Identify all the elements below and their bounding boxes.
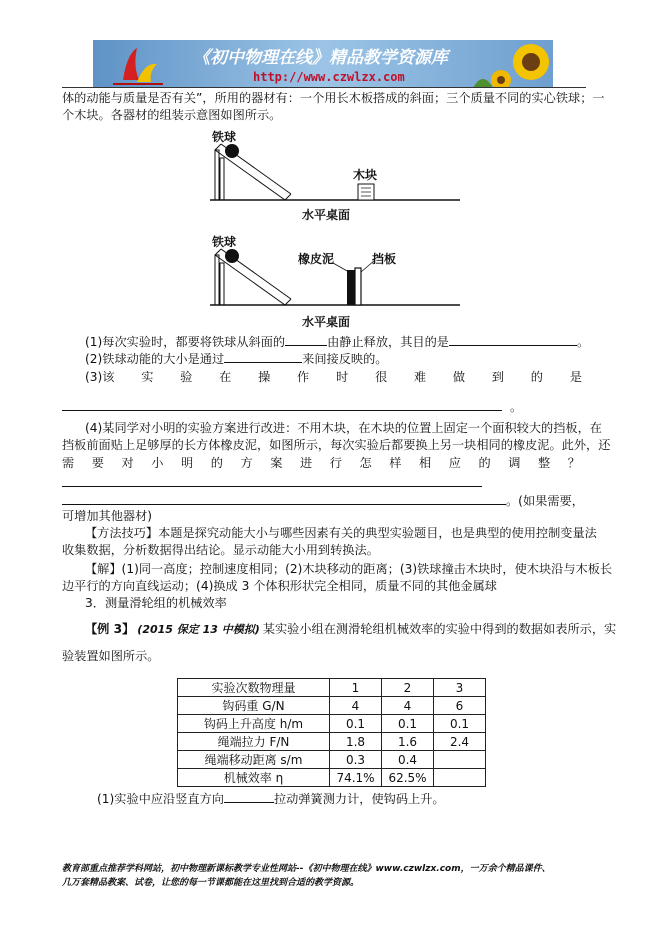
answer-blank[interactable] — [62, 474, 482, 487]
method-tip-line2: 收集数据，分析数据得出结论。显示动能大小用到转换法。 — [62, 543, 379, 557]
banner-url: http://www.czwlzx.com — [253, 70, 405, 84]
answer-blank[interactable] — [224, 350, 302, 363]
table-row — [178, 697, 486, 715]
question-4-line1: (4)某同学对小明的实验方案进行改进：不用木块，在木块的位置上固定一个面积较大的挡板，在 — [85, 421, 602, 435]
wood-block-icon — [358, 184, 374, 200]
table-cell: 1.8 — [330, 733, 382, 751]
header-rule — [62, 87, 586, 88]
question-5: (1)实验中应沿竖直方向 拉动弹簧测力计，使钩码上升。 — [97, 792, 445, 806]
example-3-line1: 【例 3】 (2015 保定 13 中模拟) 某实验小组在测滑轮组机械效率的实验中得到的数据如表所示，实 — [85, 622, 617, 636]
fig2-board-label: 挡板 — [372, 252, 397, 266]
fig1-ball-label: 铁球 — [212, 130, 237, 144]
table-cell: 74.1% — [330, 769, 382, 787]
table-cell: 绳端拉力 F/N — [178, 733, 330, 751]
table-cell: 0.1 — [434, 715, 486, 733]
table-cell: 4 — [382, 697, 434, 715]
example-3-line2: 验装置如图所示。 — [62, 649, 160, 663]
fig2-surface-label: 水平桌面 — [302, 315, 351, 329]
table-cell: 0.1 — [330, 715, 382, 733]
solution-line1: 【解】(1)同一高度；控制速度相同；(2)木块移动的距离；(3)铁球撞击木块时，使木块沿与木板长 — [85, 562, 613, 576]
table-cell: 钩码上升高度 h/m — [178, 715, 330, 733]
solution-line2: 边平行的方向直线运动；(4)换成 3 个体积形状完全相同，质量不同的其他金属球 — [62, 579, 497, 593]
table-header-row — [178, 679, 486, 697]
data-table — [177, 678, 486, 787]
paragraph-intro-line2: 个木块。各器材的组装示意图如图所示。 — [62, 108, 282, 122]
clay-icon — [347, 270, 355, 305]
answer-blank[interactable] — [62, 398, 502, 411]
paragraph-intro-line1: 体的动能与质量是否有关”，所用的器材有：一个用长木板搭成的斜面；三个质量不同的实心铁球；一 — [62, 91, 605, 105]
table-row — [178, 769, 486, 787]
fig2-clay-label: 橡皮泥 — [298, 252, 335, 266]
banner-graphic — [93, 40, 553, 88]
header-banner — [93, 40, 553, 88]
table-cell: 62.5% — [382, 769, 434, 787]
table-cell: 2.4 — [434, 733, 486, 751]
table-cell: 钩码重 G/N — [178, 697, 330, 715]
table-header-cell: 2 — [382, 679, 434, 697]
table-cell: 1.6 — [382, 733, 434, 751]
table-cell: 4 — [330, 697, 382, 715]
answer-blank[interactable] — [285, 333, 327, 346]
answer-blank[interactable] — [62, 492, 506, 505]
table-row — [178, 751, 486, 769]
table-cell: 6 — [434, 697, 486, 715]
table-row — [178, 715, 486, 733]
table-cell: 0.1 — [382, 715, 434, 733]
table-cell: 0.3 — [330, 751, 382, 769]
footer-line2: 几万套精品教案、试卷，让您的每一节课都能在这里找到合适的教学资源。 — [62, 878, 360, 888]
question-2: (2)铁球动能的大小是通过 来间接反映的。 — [85, 352, 388, 366]
question-3: (3)该 实 验 在 操 作 时 很 难 做 到 的 是 — [85, 370, 582, 384]
question-1: (1)每次实验时，都要将铁球从斜面的 由静止释放，其目的是 。 — [85, 335, 590, 349]
table-cell: 0.4 — [382, 751, 434, 769]
section-heading: 3．测量滑轮组的机械效率 — [85, 596, 227, 610]
iron-ball-icon — [225, 249, 239, 263]
answer-blank[interactable] — [224, 790, 274, 803]
question-4-last: 可增加其他器材) — [62, 509, 153, 523]
question-4-answer-line2: 。(如果需要， — [62, 492, 586, 510]
banner-title: 《初中物理在线》精品教学资源库 — [193, 48, 448, 68]
answer-blank[interactable] — [449, 333, 577, 346]
fig1-surface-label: 水平桌面 — [302, 208, 351, 222]
table-row — [178, 733, 486, 751]
fig2-ball-label: 铁球 — [212, 235, 237, 249]
question-4-answer-line1 — [62, 474, 586, 492]
fig1-block-label: 木块 — [353, 168, 378, 182]
table-cell: 机械效率 η — [178, 769, 330, 787]
table-cell — [434, 751, 486, 769]
question-4-line2: 挡板前面贴上足够厚的长方体橡皮泥，如图所示，每次实验后都要换上另一块相同的橡皮泥。此外，还 — [62, 438, 611, 452]
method-tip-line1: 【方法技巧】本题是探究动能大小与哪些因素有关的典型实验题目，也是典型的使用控制变量法 — [85, 526, 597, 540]
iron-ball-icon — [225, 144, 239, 158]
table-cell — [434, 769, 486, 787]
table-cell: 绳端移动距离 s/m — [178, 751, 330, 769]
footer-line1: 教育部重点推荐学科网站，初中物理新课标教学专业性网站--《初中物理在线》www.czwlzx.com，一万余个精品课件、 — [62, 864, 551, 874]
table-header-cell: 实验次数物理量 — [178, 679, 330, 697]
board-icon — [355, 268, 361, 305]
question-3-answer-line: 。 — [62, 398, 586, 416]
table-header-cell: 3 — [434, 679, 486, 697]
question-4-line3: 需 要 对 小 明 的 方 案 进 行 怎 样 相 应 的 调 整 ？ — [62, 456, 580, 470]
table-header-cell: 1 — [330, 679, 382, 697]
